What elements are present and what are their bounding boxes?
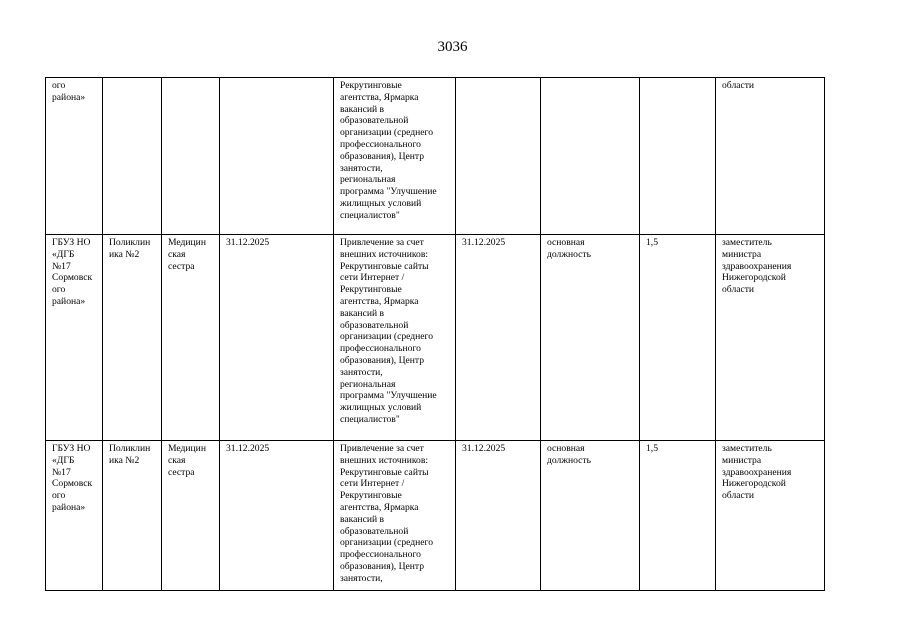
table-row: [46, 441, 825, 591]
type-cell: основная должность: [541, 235, 640, 441]
table-row: [46, 78, 825, 235]
measures-cell: Привлечение за счет внешних источников: Рекрутинговые сайты сети Интернет / Рекрутинговые агентства, Ярмарка вакансий в образовательной организации (среднего профессионального образования), Центр занятости, региональная программа "Улучшение жилищных условий специалистов": [334, 235, 456, 441]
rate-cell: [640, 78, 716, 235]
org-cell: ГБУЗ НО «ДГБ №17 Сормовск ого района»: [46, 441, 103, 591]
deadline-cell: 31.12.2025: [456, 441, 541, 591]
rate-cell: 1,5: [640, 441, 716, 591]
position-cell: Медицин ская сестра: [162, 235, 220, 441]
type-cell: [541, 78, 640, 235]
staffing-table: [45, 77, 825, 591]
org-cell: ого района»: [46, 78, 103, 235]
unit-cell: [103, 78, 162, 235]
position-cell: Медицин ская сестра: [162, 441, 220, 591]
measures-cell: Привлечение за счет внешних источников: Рекрутинговые сайты сети Интернет / Рекрутинговые агентства, Ярмарка вакансий в образовательной организации (среднего профессионального образования), Центр занятости,: [334, 441, 456, 591]
org-cell: ГБУЗ НО «ДГБ №17 Сормовск ого района»: [46, 235, 103, 441]
responsible-cell: заместитель министра здравоохранения Нижегородской области: [716, 441, 825, 591]
date-cell: 31.12.2025: [220, 441, 334, 591]
position-cell: [162, 78, 220, 235]
measures-cell: Рекрутинговые агентства, Ярмарка вакансий в образовательной организации (среднего профессионального образования), Центр занятости, региональная программа "Улучшение жилищных условий специалистов": [334, 78, 456, 235]
unit-cell: Поликлин ика №2: [103, 235, 162, 441]
date-cell: 31.12.2025: [220, 235, 334, 441]
responsible-cell: заместитель министра здравоохранения Нижегородской области: [716, 235, 825, 441]
unit-cell: Поликлин ика №2: [103, 441, 162, 591]
responsible-cell: области: [716, 78, 825, 235]
page-number: 3036: [437, 39, 468, 55]
deadline-cell: [456, 78, 541, 235]
date-cell: [220, 78, 334, 235]
type-cell: основная должность: [541, 441, 640, 591]
deadline-cell: 31.12.2025: [456, 235, 541, 441]
rate-cell: 1,5: [640, 235, 716, 441]
table-row: [46, 235, 825, 441]
